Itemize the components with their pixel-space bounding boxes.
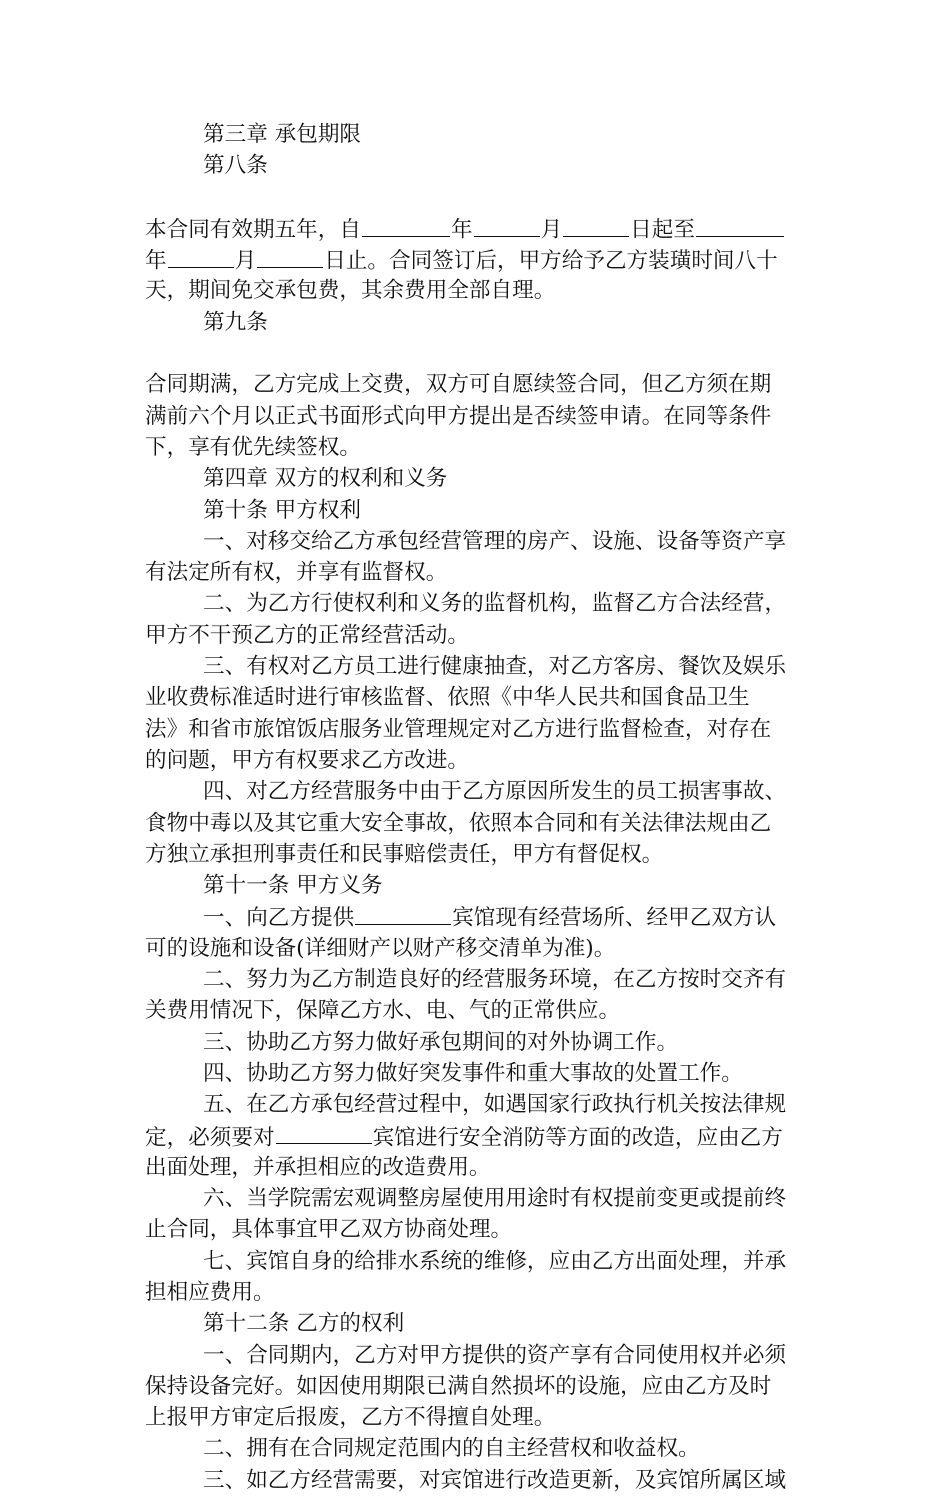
article-10-item-1-line-1: 一、对移交给乙方承包经营管理的房产、设施、设备等资产享 bbox=[203, 528, 787, 554]
article-9-title: 第九条 bbox=[203, 309, 268, 335]
text-span: 年 bbox=[450, 217, 473, 243]
article-10-item-3-line-3: 法》和省市旅馆饭店服务业管理规定对乙方进行监督检查，对存在 bbox=[145, 716, 772, 742]
text-span: 月 bbox=[234, 248, 257, 274]
article-11-item-6-line-2: 止合同，具体事宜甲乙双方协商处理。 bbox=[145, 1217, 513, 1243]
article-10-item-4-line-3: 方独立承担刑事责任和民事赔偿责任，甲方有督促权。 bbox=[145, 841, 664, 867]
text-span: 一、向乙方提供 bbox=[203, 906, 355, 932]
article-11-item-1-line-2: 可的设施和设备(详细财产以财产移交清单为准)。 bbox=[145, 935, 616, 961]
article-10-item-4-line-1: 四、对乙方经营服务中由于乙方原因所发生的员工损害事故、 bbox=[203, 779, 787, 805]
article-11-item-5-line-3: 出面处理，并承担相应的改造费用。 bbox=[145, 1154, 491, 1180]
blank-month-start bbox=[474, 213, 540, 237]
article-8-line-2 bbox=[145, 244, 811, 275]
blank-month-end bbox=[168, 244, 234, 268]
blank-hotel-name-2 bbox=[276, 1121, 372, 1145]
text-span: 宾馆进行安全消防等方面的改造，应由乙方 bbox=[372, 1125, 783, 1151]
spacer bbox=[145, 182, 811, 213]
article-10-item-3-line-4: 的问题，甲方有权要求乙方改进。 bbox=[145, 747, 469, 773]
text-span: 月 bbox=[540, 217, 563, 243]
chapter-3-heading: 第三章 承包期限 bbox=[203, 122, 362, 147]
article-9-line-2: 满前六个月以正式书面形式向甲方提出是否续签申请。在同等条件 bbox=[145, 403, 772, 429]
article-11-item-1-line-1 bbox=[145, 901, 811, 932]
article-12-title: 第十二条 乙方的权利 bbox=[203, 1311, 405, 1337]
article-11-title: 第十一条 甲方义务 bbox=[203, 873, 383, 899]
article-11-item-3: 三、协助乙方努力做好承包期间的对外协调工作。 bbox=[203, 1029, 679, 1055]
text-span: 定，必须要对 bbox=[145, 1125, 275, 1151]
article-11-item-2-line-2: 关费用情况下，保障乙方水、电、气的正常供应。 bbox=[145, 998, 621, 1024]
blank-year-end bbox=[696, 213, 784, 237]
blank-day-start bbox=[563, 213, 629, 237]
article-10-item-4-line-2: 食物中毒以及其它重大安全事故，依照本合同和有关法律法规由乙 bbox=[145, 810, 772, 836]
article-12-item-1-line-2: 保持设备完好。如因使用期限已满自然损坏的设施，应由乙方及时 bbox=[145, 1373, 772, 1399]
blank-day-end bbox=[257, 244, 323, 268]
article-8-line-1 bbox=[145, 213, 811, 244]
article-8-title: 第八条 bbox=[203, 153, 268, 179]
article-12-item-1-line-3: 上报甲方审定后报废，乙方不得擅自处理。 bbox=[145, 1405, 556, 1431]
blank-hotel-name bbox=[355, 901, 451, 925]
article-10-title: 第十条 甲方权利 bbox=[203, 497, 362, 523]
article-12-item-3-line-1: 三、如乙方经营需要，对宾馆进行改造更新，及宾馆所属区域 bbox=[203, 1467, 787, 1493]
article-12-item-1-line-1: 一、合同期内，乙方对甲方提供的资产享有合同使用权并必须 bbox=[203, 1342, 787, 1368]
article-11-item-5-line-1: 五、在乙方承包经营过程中，如遇国家行政执行机关按法律规 bbox=[203, 1092, 787, 1118]
article-11-item-4: 四、协助乙方努力做好突发事件和重大事故的处置工作。 bbox=[203, 1060, 743, 1086]
text-span: 本合同有效期五年，自 bbox=[145, 217, 361, 243]
text-span: 年 bbox=[145, 248, 167, 274]
article-12-item-2: 二、拥有在合同规定范围内的自主经营权和收益权。 bbox=[203, 1436, 700, 1462]
article-11-item-7-line-2: 担相应费用。 bbox=[145, 1279, 275, 1305]
article-10-item-2-line-2: 甲方不干预乙方的正常经营活动。 bbox=[145, 622, 469, 648]
article-11-item-7-line-1: 七、宾馆自身的给排水系统的维修，应由乙方出面处理，并承 bbox=[203, 1248, 787, 1274]
article-10-item-3-line-1: 三、有权对乙方员工进行健康抽查，对乙方客房、餐饮及娱乐 bbox=[203, 654, 787, 680]
article-10-item-2-line-1: 二、为乙方行使权利和义务的监督机构，监督乙方合法经营， bbox=[203, 591, 787, 617]
blank-year-start bbox=[362, 213, 450, 237]
text-span: 日止。合同签订后，甲方给予乙方装璜时间八十 bbox=[324, 248, 778, 274]
article-11-item-6-line-1: 六、当学院需宏观调整房屋使用用途时有权提前变更或提前终 bbox=[203, 1186, 787, 1212]
article-9-line-1: 合同期满，乙方完成上交费，双方可自愿续签合同，但乙方须在期 bbox=[145, 372, 772, 398]
article-10-item-1-line-2: 有法定所有权，并享有监督权。 bbox=[145, 560, 448, 586]
text-span: 日起至 bbox=[630, 217, 695, 243]
text-span: 宾馆现有经营场所、经甲乙双方认 bbox=[452, 906, 777, 932]
spacer bbox=[145, 338, 811, 369]
article-8-line-3: 天，期间免交承包费，其余费用全部自理。 bbox=[145, 278, 556, 304]
article-11-item-5-line-2 bbox=[145, 1121, 811, 1152]
article-11-item-2-line-1: 二、努力为乙方制造良好的经营服务环境，在乙方按时交齐有 bbox=[203, 967, 787, 993]
article-10-item-3-line-2: 业收费标准适时进行审核监督、依照《中华人民共和国食品卫生 bbox=[145, 685, 750, 711]
article-9-line-3: 下，享有优先续签权。 bbox=[145, 434, 361, 460]
chapter-4-heading: 第四章 双方的权利和义务 bbox=[203, 466, 448, 492]
contract-page bbox=[145, 119, 811, 1496]
